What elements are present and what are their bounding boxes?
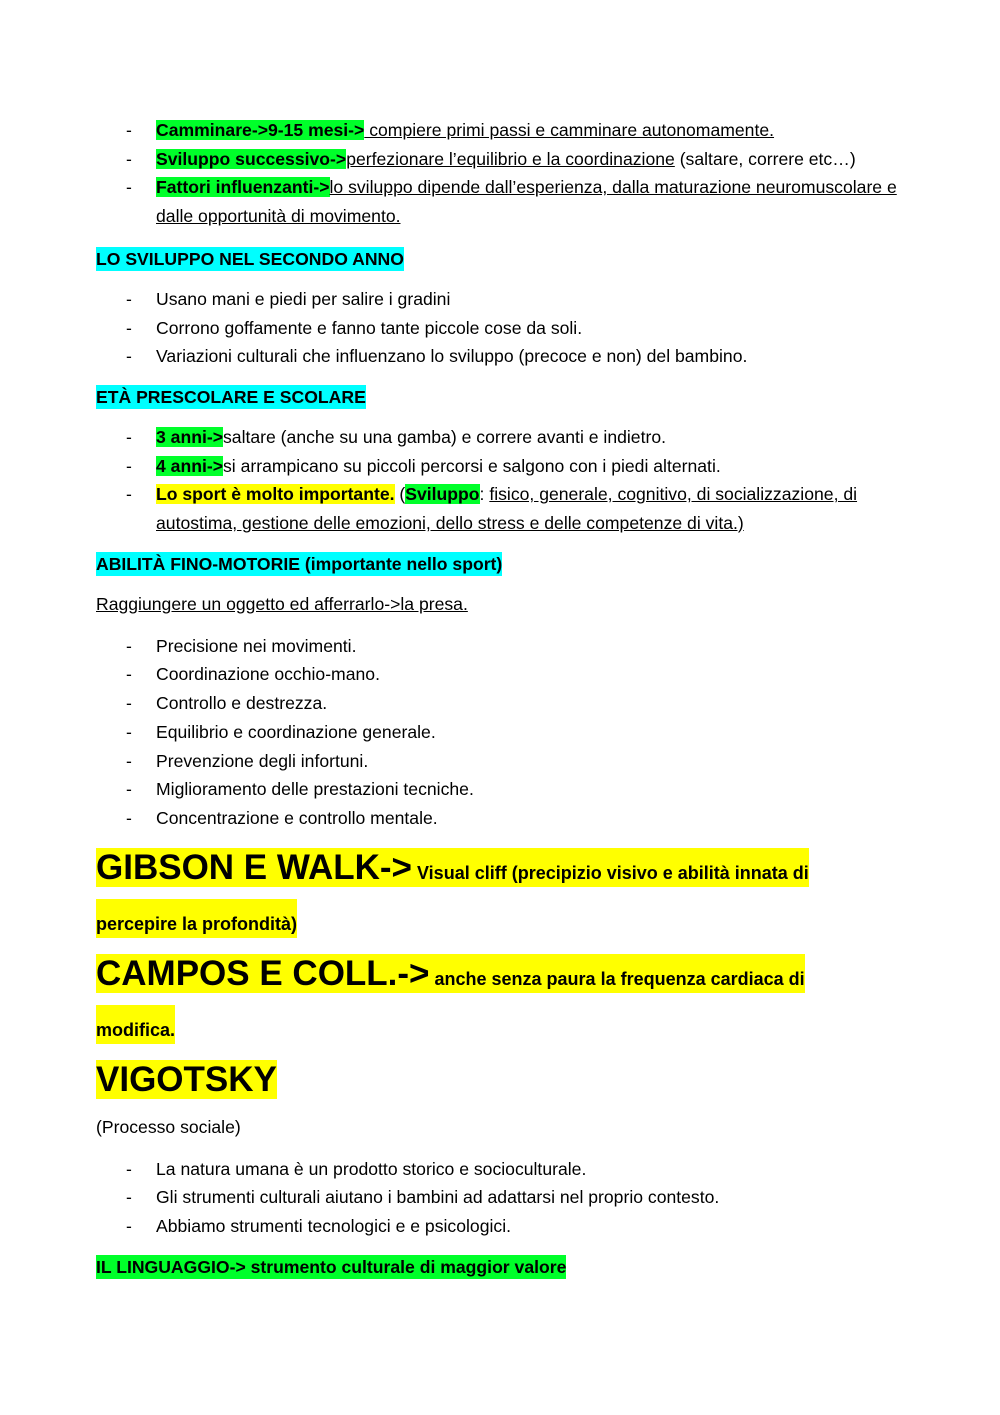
item-text: Coordinazione occhio-mano. (156, 664, 380, 685)
list-item: - 3 anni->saltare (anche su una gamba) e correre avanti e indietro. (126, 426, 667, 447)
list-item: - Camminare->9-15 mesi-> compiere primi passi e camminare autonomamente. (126, 120, 775, 140)
highlight-label: Sviluppo (405, 484, 480, 505)
section-heading: LO SVILUPPO NEL SECONDO ANNO (96, 248, 404, 269)
highlight-label: 3 anni-> (156, 426, 223, 447)
item-text: si arrampicano su piccoli percorsi e salgono con i piedi alternati. (222, 455, 721, 476)
list-item: - Usano mani e piedi per salire i gradini (126, 288, 451, 309)
heading-big: VIGOTSKY (96, 1059, 277, 1099)
item-text: Equilibrio e coordinazione generale. (156, 721, 436, 742)
item-text: saltare (anche su una gamba) e correre avanti e indietro. (222, 426, 667, 447)
list-item: - Controllo e destrezza. (126, 693, 328, 714)
section-heading: IL LINGUAGGIO-> strumento culturale di maggior valore (96, 1256, 567, 1277)
vigotsky-subtitle: (Processo sociale) (96, 1116, 241, 1137)
item-text: Concentrazione e controllo mentale. (156, 807, 438, 828)
item-text: Corrono goffamente e fanno tante piccole cose da soli. (156, 317, 583, 338)
list-item: - Variazioni culturali che influenzano lo sviluppo (precoce e non) del bambino. (126, 346, 748, 367)
section-heading: ABILITÀ FINO-MOTORIE (importante nello sport) (96, 553, 503, 574)
item-text: Abbiamo strumenti tecnologici e e psicologici. (156, 1216, 511, 1237)
item-text: Variazioni culturali che influenzano lo sviluppo (precoce e non) del bambino. (156, 346, 748, 367)
list-item: - Corrono goffamente e fanno tante piccole cose da soli. (126, 317, 583, 338)
list-item: - Lo sport è molto importante. (Sviluppo: fisico, generale, cognitivo, di socializzazione, di autostima, gestione delle emozioni, dello stress e delle competenze di vita.) (126, 484, 858, 534)
list-item: - Miglioramento delle prestazioni tecniche. (126, 779, 474, 800)
list-item: - 4 anni->si arrampicano su piccoli percorsi e salgono con i piedi alternati. (126, 455, 721, 476)
item-text: Prevenzione degli infortuni. (156, 750, 369, 771)
item-text: ( (394, 484, 406, 505)
heading-big: CAMPOS E COLL.-> (96, 953, 430, 993)
highlight-label: Fattori influenzanti-> (156, 177, 330, 198)
highlight-label: Sviluppo successivo-> (156, 148, 347, 169)
walking-list (96, 116, 908, 231)
item-text: Precisione nei movimenti. (156, 635, 357, 656)
item-text-underlined: lo sviluppo dipende dall’esperienza, dalla maturazione neuromuscolare e dalle opportunità di movimento. (156, 177, 897, 227)
item-text: Miglioramento delle prestazioni tecniche. (156, 779, 474, 800)
item-text: La natura umana è un prodotto storico e socioculturale. (156, 1158, 587, 1179)
list-item: - Gli strumenti culturali aiutano i bambini ad adattarsi nel proprio contesto. (126, 1187, 720, 1208)
list-item: - Concentrazione e controllo mentale. (126, 807, 438, 828)
highlight-label: Lo sport è molto importante. (156, 484, 395, 505)
second-year-list (96, 285, 908, 371)
item-text-underlined: fisico, generale, cognitivo, di socializzazione, di autostima, gestione delle emozioni, dello stress e delle competenze di vita.) (156, 484, 858, 534)
document-page (96, 116, 908, 1279)
item-text: Gli strumenti culturali aiutano i bambini ad adattarsi nel proprio contesto. (156, 1187, 720, 1208)
list-item: - Precisione nei movimenti. (126, 635, 357, 656)
highlight-label: Camminare->9-15 mesi-> (156, 120, 365, 140)
heading-big: GIBSON E WALK-> (96, 847, 412, 887)
vigotsky-list (96, 1155, 908, 1241)
list-item: - Equilibrio e coordinazione generale. (126, 721, 436, 742)
gibson-walk-heading (96, 845, 836, 947)
list-item: - Fattori influenzanti->lo sviluppo dipende dall’esperienza, dalla maturazione neuromuscolare e dalle opportunità di movimento. (126, 177, 897, 227)
item-text: compiere primi passi e camminare autonomamente. (364, 120, 775, 140)
list-item: - Sviluppo successivo->perfezionare l’equilibrio e la coordinazione (saltare, correre etc…) (126, 148, 856, 169)
heading-small: Visual cliff (precipizio visivo e abilità innata di percepire la profondità) (96, 862, 809, 934)
list-item: - La natura umana è un prodotto storico e socioculturale. (126, 1158, 587, 1179)
section-heading: ETÀ PRESCOLARE E SCOLARE (96, 386, 366, 407)
heading-small: anche senza paura la frequenza cardiaca di modifica. (96, 968, 805, 1040)
vigotsky-heading (96, 1057, 908, 1103)
highlight-label: 4 anni-> (156, 455, 223, 476)
fine-motor-list (96, 632, 908, 833)
list-item: - Prevenzione degli infortuni. (126, 750, 369, 771)
item-text: : (479, 484, 490, 505)
list-item: - Coordinazione occhio-mano. (126, 664, 380, 685)
item-text-underlined: perfezionare l’equilibrio e la coordinazione (346, 148, 675, 169)
campos-heading (96, 951, 836, 1053)
item-text: (saltare, correre etc…) (674, 148, 856, 169)
intro-paragraph: Raggiungere un oggetto ed afferrarlo->la presa. (96, 593, 468, 614)
item-text: Usano mani e piedi per salire i gradini (156, 288, 451, 309)
list-item: - Abbiamo strumenti tecnologici e e psicologici. (126, 1216, 511, 1237)
item-text: Controllo e destrezza. (156, 693, 328, 714)
preschool-list (96, 423, 908, 538)
